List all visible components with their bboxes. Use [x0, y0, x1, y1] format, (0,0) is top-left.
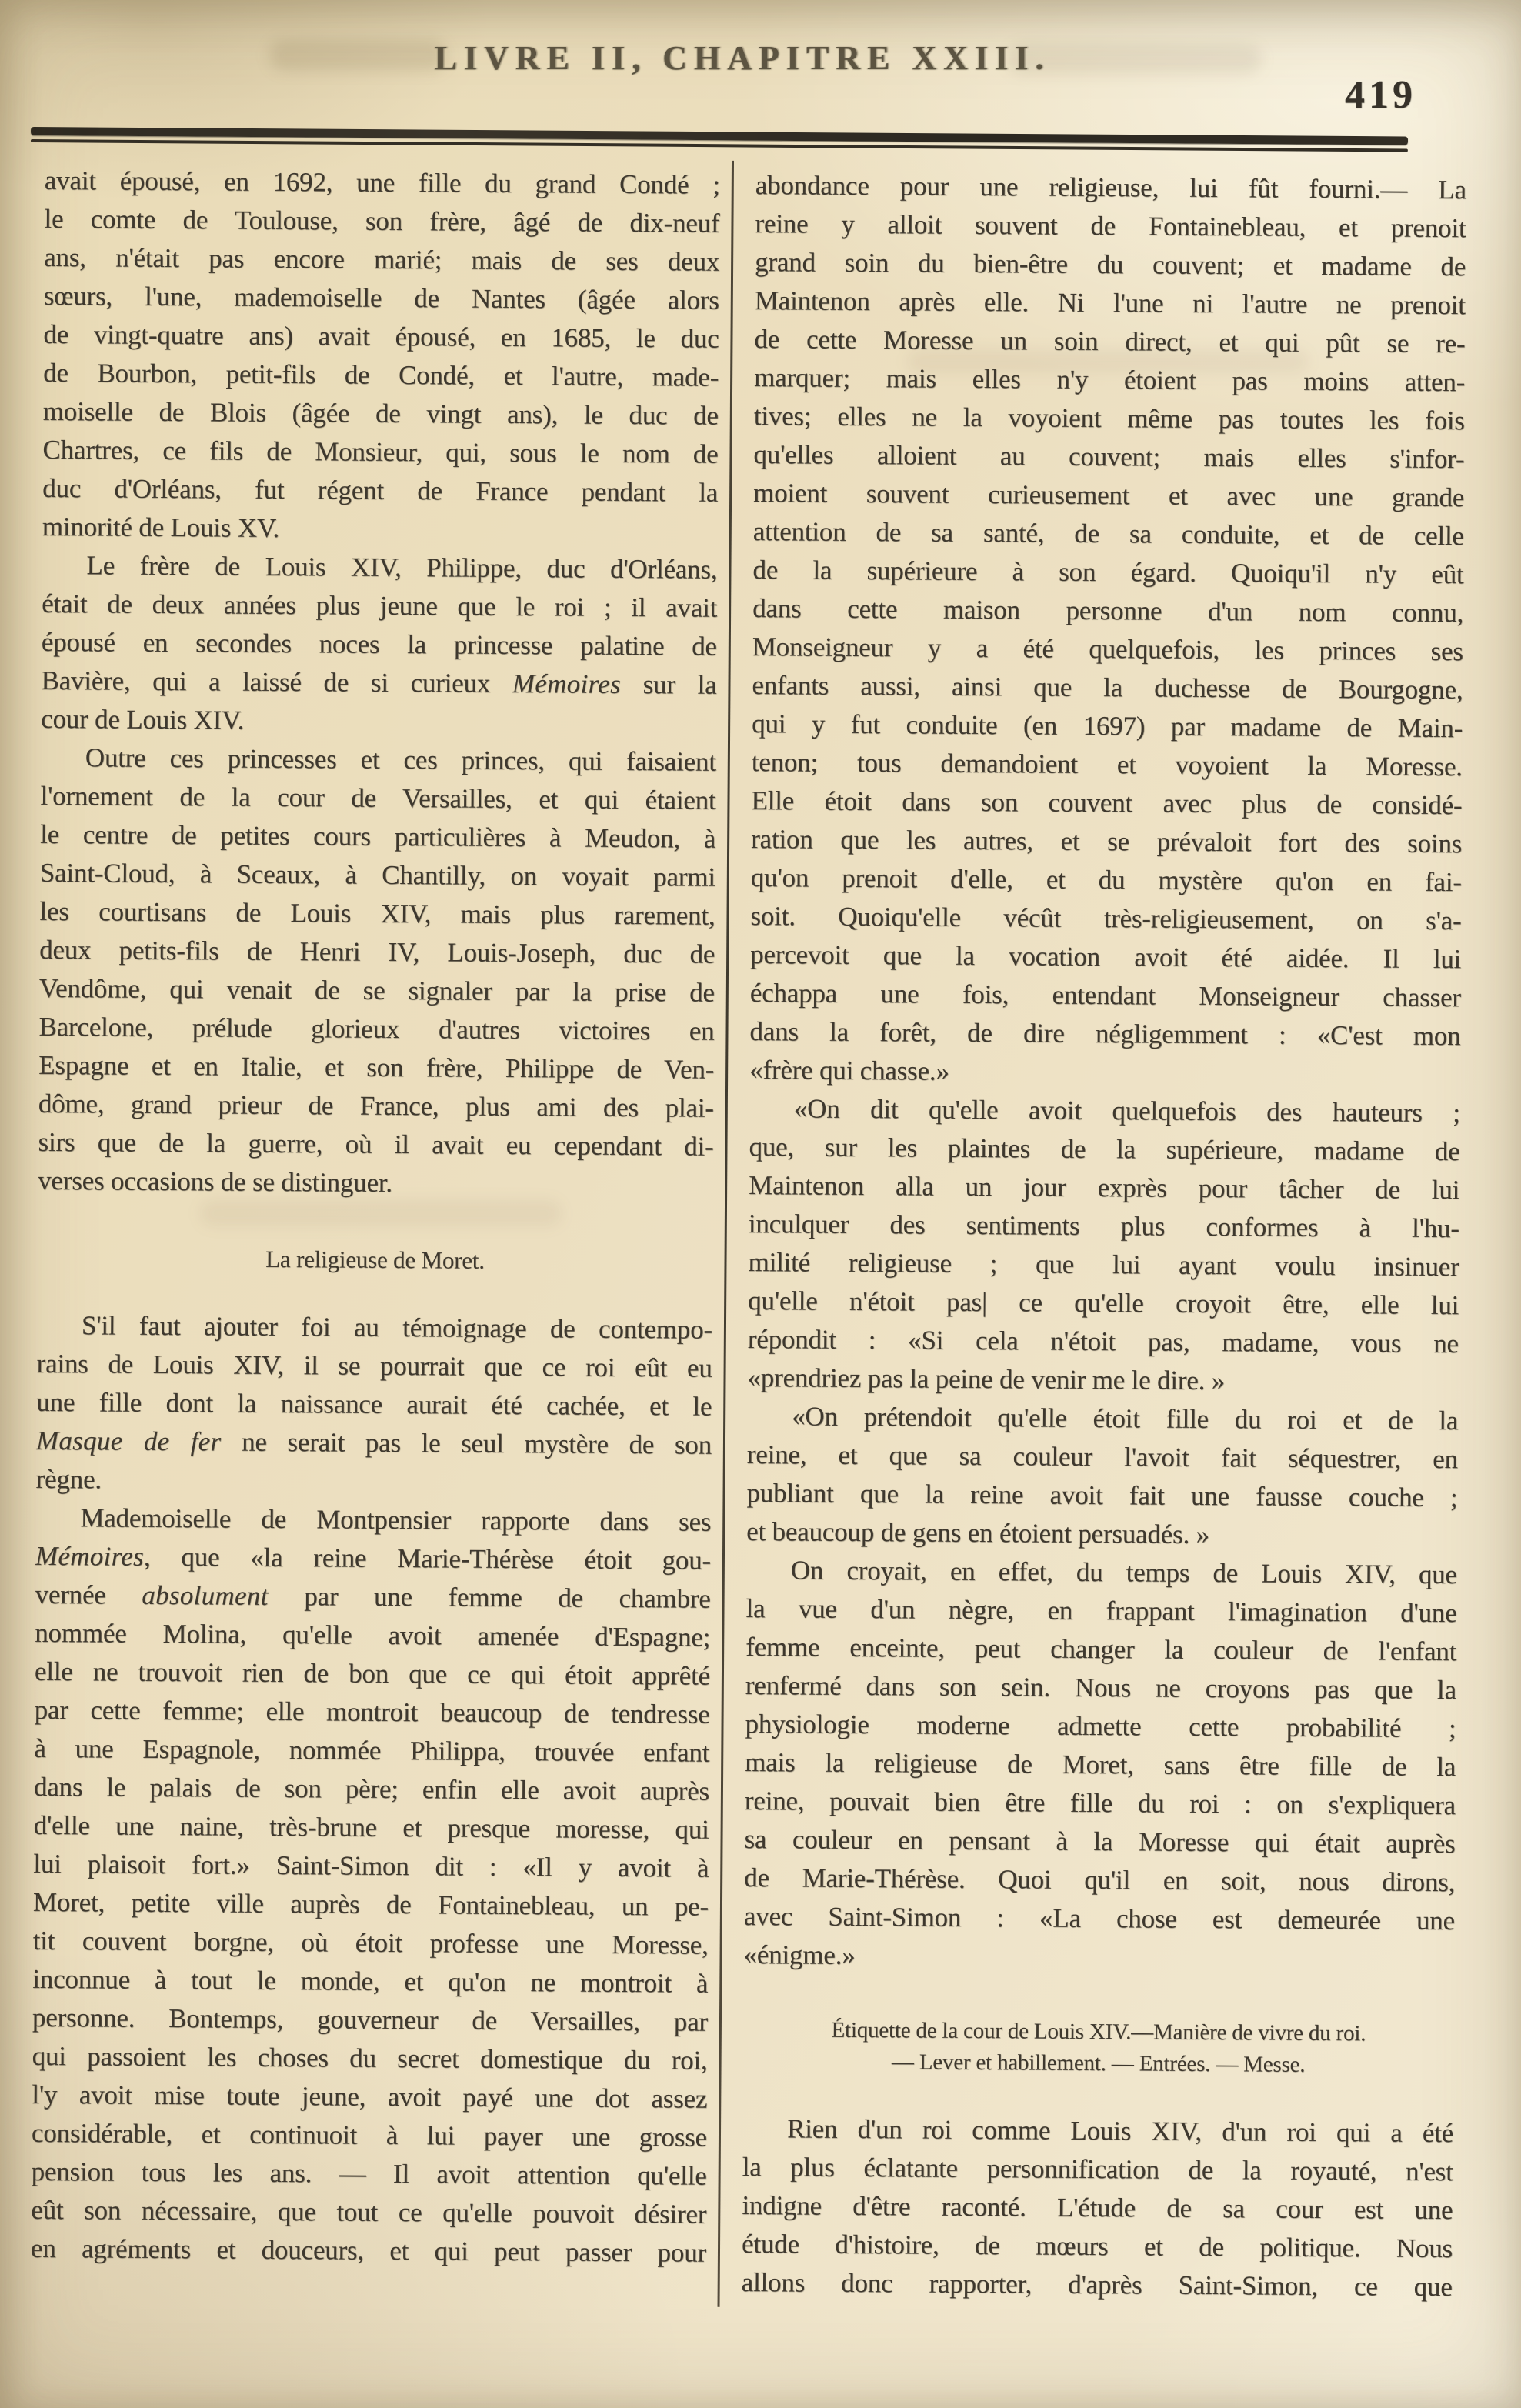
text-line: «On dit qu'elle avoit quelquefois des hauteurs ;: [793, 1093, 1460, 1129]
text-line: le comte de Toulouse, son frère, âgé de dix-neuf: [44, 203, 720, 238]
text-line: Chartres, ce fils de Monsieur, qui, sous le nom de: [42, 434, 719, 469]
text-line: Masque de fer ne serait pas le seul mystère de son: [35, 1425, 712, 1460]
text-line: «prendriez pas la peine de venir me le dire. »: [747, 1362, 1226, 1396]
text-line: grand soin du bien-être du couvent; et madame de: [755, 247, 1466, 282]
text-line: de Marie-Thérèse. Quoi qu'il en soit, nous dirons,: [744, 1863, 1456, 1898]
text-line: lui plaisoit fort.» Saint-Simon dit : «Il y avoit à: [33, 1848, 709, 1883]
paragraph: [41, 546, 718, 743]
text-line: sirs que de la guerre, où il avait eu cependant di-: [38, 1126, 714, 1162]
text-line: «frère qui chasse.»: [749, 1055, 949, 1086]
text-line: répondit : «Si cela n'étoit pas, madame, vous ne: [747, 1324, 1459, 1359]
column-divider: [718, 161, 735, 2307]
text-line: elle ne trouvoit rien de bon que ce qui étoit apprêté: [34, 1656, 711, 1691]
text-line: reine y alloit souvent de Fontainebleau, et prenoit: [755, 208, 1466, 244]
text-line: abondance pour une religieuse, lui fût fourni.— La: [755, 170, 1466, 205]
text-line: étude d'histoire, de mœurs et de politique. Nous: [741, 2229, 1453, 2264]
heading-line: Étiquette de la cour de Louis XIV.—Manière de vivre du roi.: [831, 2017, 1366, 2046]
text-line: tives; elles ne la voyoient même pas toutes les fois: [753, 401, 1465, 436]
text-line: dans cette maison personne d'un nom connu,: [752, 593, 1464, 629]
text-line: soit. Quoiqu'elle vécût très-religieusement, on s'a-: [750, 901, 1462, 936]
text-line: qu'on prenoit d'elle, et du mystère qu'on en fai-: [750, 862, 1462, 898]
text-line: Le frère de Louis XIV, Philippe, duc d'Orléans,: [86, 550, 718, 585]
text-line: ration que les autres, et se prévaloit fort des soins: [751, 824, 1463, 859]
text-line: nommée Molina, qu'elle avoit amenée d'Espagne;: [35, 1617, 711, 1653]
right-column: [742, 166, 1466, 2306]
text-line: la plus éclatante personnification de la royauté, n'est: [742, 2152, 1453, 2187]
text-line: de Bourbon, petit-fils de Condé, et l'autre, made-: [43, 357, 719, 392]
text-line: Outre ces princesses et ces princes, qui faisaient: [85, 742, 716, 777]
text-line: avait épousé, en 1692, une fille du grand Condé ;: [44, 165, 720, 200]
text-line: inconnue à tout le monde, et qu'on ne montroit à: [32, 1963, 709, 1999]
text-line: de cette Moresse un soin direct, et qui pût se re-: [754, 324, 1466, 359]
running-head: LIVRE II, CHAPITRE XXIII.: [434, 39, 1051, 77]
text-line: cour de Louis XIV.: [41, 703, 245, 735]
text-line: épousé en secondes noces la princesse palatine de: [41, 626, 717, 662]
text-line: qu'elles alloient au couvent; mais elles s'infor-: [753, 439, 1465, 475]
text-line: par cette femme; elle montroit beaucoup de tendresse: [34, 1694, 710, 1729]
text-line: On croyait, en effet, du temps de Louis XIV, que: [790, 1555, 1457, 1590]
paragraph: [747, 1089, 1460, 1402]
text-line: une fille dont la naissance aurait été cachée, et le: [36, 1386, 712, 1422]
text-line: inculquer des sentiments plus conformes à l'hu-: [748, 1209, 1459, 1244]
text-line: Elle étoit dans son couvent avec plus de considé-: [751, 785, 1463, 821]
text-line: l'ornement de la cour de Versailles, et qui étaient: [40, 780, 716, 815]
text-line: enfants aussi, ainsi que la duchesse de Bourgogne,: [752, 670, 1463, 705]
text-line: Moret, petite ville auprès de Fontainebleau, un pe-: [32, 1886, 709, 1922]
section-heading: [37, 1243, 712, 1277]
paragraph: [38, 739, 716, 1205]
text-line: sœurs, l'une, mademoiselle de Nantes (âgée alors: [43, 280, 719, 315]
text-line: la vue d'un nègre, en frappant l'imagination d'une: [745, 1593, 1457, 1629]
paragraph: [742, 2110, 1454, 2306]
text-line: qu'elle n'étoit pas| ce qu'elle croyoit être, elle lui: [748, 1286, 1459, 1321]
text-line: sa couleur en pensant à la Moresse qui était auprès: [744, 1824, 1456, 1859]
text-line: était de deux années plus jeune que le roi ; il avait: [42, 588, 718, 623]
text-line: Mademoiselle de Montpensier rapporte dans ses: [80, 1502, 712, 1537]
text-line: Vendôme, qui venait de se signaler par la prise de: [38, 972, 715, 1008]
text-line: le centre de petites cours particulières à Meudon, à: [40, 819, 716, 854]
text-line: minorité de Louis XV.: [42, 511, 280, 543]
text-line: allons donc rapporter, d'après Saint-Simon, ce que: [741, 2267, 1453, 2303]
paragraph: [31, 1499, 712, 2273]
text-line: pension tous les ans. — Il avoit attention qu'elle: [31, 2156, 707, 2191]
text-line: vernée absolument par une femme de chambre: [35, 1579, 711, 1614]
text-line: reine, et que sa couleur l'avoit fait séquestrer, en: [746, 1439, 1458, 1475]
text-line: renfermé dans son sein. Nous ne croyons pas que la: [745, 1670, 1456, 1706]
paragraph: [746, 1397, 1458, 1556]
text-line: en agréments et douceurs, et qui peut passer pour: [30, 2233, 707, 2268]
text-line: règne.: [35, 1463, 102, 1495]
text-line: moient souvent curieusement et avec une grande: [753, 478, 1465, 513]
text-line: Barcelone, prélude glorieux d'autres victoires en: [38, 1011, 715, 1046]
text-line: dans le palais de son père; enfin elle avoit auprès: [33, 1771, 710, 1806]
text-line: à une Espagnole, nommée Philippa, trouvée enfant: [34, 1733, 710, 1768]
heading-line: — Lever et habillement. — Entrées. — Messe.: [891, 2049, 1306, 2077]
section-heading: [742, 2014, 1454, 2082]
text-line: échappa une fois, entendant Monseigneur chasser: [749, 978, 1461, 1013]
text-line: que, sur les plaintes de la supérieure, madame de: [749, 1132, 1460, 1167]
text-line: Monseigneur y a été quelquefois, les princes ses: [752, 632, 1463, 667]
text-line: d'elle une naine, très-brune et presque moresse, qui: [33, 1809, 709, 1845]
heading-line: La religieuse de Moret.: [265, 1245, 485, 1274]
text-line: tenon; tous demandoient et voyoient la Moresse.: [751, 747, 1463, 782]
text-line: milité religieuse ; que lui ayant voulu insinuer: [748, 1247, 1459, 1282]
text-line: dôme, grand prieur de France, plus ami des plai-: [38, 1088, 714, 1123]
text-line: rains de Louis XIV, il se pourrait que ce roi eût eu: [36, 1348, 712, 1383]
text-line: considérable, et continuoit à lui payer une grosse: [31, 2117, 708, 2153]
text-line: attention de sa santé, de sa conduite, et de celle: [752, 516, 1464, 552]
text-line: «On prétendoit qu'elle étoit fille du roi et de la: [792, 1401, 1459, 1436]
text-line: les courtisans de Louis XIV, mais plus rarement,: [39, 895, 715, 931]
text-line: indigne d'être raconté. L'étude de sa cour est une: [742, 2190, 1453, 2226]
text-line: et beaucoup de gens en étoient persuadés. »: [746, 1516, 1210, 1550]
text-line: de la supérieure à son égard. Quoiqu'il n'y eût: [752, 555, 1464, 590]
text-line: S'il faut ajouter foi au témoignage de contempo-: [81, 1310, 713, 1345]
text-line: Rien d'un roi comme Louis XIV, d'un roi qui a été: [786, 2113, 1454, 2149]
text-line: femme enceinte, peut changer la couleur de l'enfant: [745, 1632, 1457, 1667]
paragraph: [42, 162, 720, 551]
text-line: verses occasions de se distinguer.: [38, 1165, 393, 1198]
text-line: publiant que la reine avoit fait une fausse couche ;: [746, 1478, 1458, 1513]
paragraph: [35, 1306, 712, 1503]
text-line: «énigme.»: [743, 1939, 856, 1970]
text-line: moiselle de Blois (âgée de vingt ans), le duc de: [42, 395, 719, 431]
text-line: mais la religieuse de Moret, sans être fille de la: [745, 1747, 1456, 1783]
text-line: marquer; mais elles n'y étoient pas moins atten-: [754, 362, 1466, 398]
text-line: Espagne et en Italie, et son frère, Philippe de Ven-: [38, 1049, 715, 1085]
page-number: 419: [1345, 73, 1416, 117]
text-line: Maintenon alla un jour exprès pour tâcher de lui: [749, 1170, 1460, 1206]
paragraph: [749, 166, 1466, 1094]
text-line: qui passoient les choses du secret domestique du roi,: [32, 2040, 708, 2076]
text-line: physiologie moderne admette cette probabilité ;: [745, 1709, 1456, 1744]
text-line: Saint-Cloud, à Sceaux, à Chantilly, on voyait parmi: [39, 857, 715, 892]
text-line: personne. Bontemps, gouverneur de Versailles, par: [32, 2002, 709, 2037]
text-line: l'y avoit mise toute jeune, avoit payé une dot assez: [32, 2079, 708, 2114]
text-line: deux petits-fils de Henri IV, Louis-Joseph, duc de: [39, 934, 715, 969]
text-line: avec Saint-Simon : «La chose est demeurée une: [743, 1901, 1455, 1936]
left-column: [31, 162, 720, 2273]
text-line: reine, pouvait bien être fille du roi : on s'expliquera: [744, 1786, 1456, 1821]
text-line: percevoit que la vocation avoit été aidée. Il lui: [750, 939, 1462, 975]
paragraph: [743, 1551, 1457, 1979]
text-line: tit couvent borgne, où étoit professe une Moresse,: [32, 1925, 709, 1960]
text-line: qui y fut conduite (en 1697) par madame de Main-: [752, 709, 1463, 744]
text-line: duc d'Orléans, fut régent de France pendant la: [42, 472, 719, 508]
text-line: de vingt-quatre ans) avait épousé, en 1685, le duc: [43, 319, 719, 354]
text-line: Maintenon après elle. Ni l'une ni l'autre ne prenoit: [754, 285, 1466, 321]
text-line: Bavière, qui a laissé de si curieux Mémoires sur la: [41, 665, 717, 700]
text-line: Mémoires, que «la reine Marie-Thérèse étoit gou-: [35, 1540, 712, 1576]
text-line: eût son nécessaire, que tout ce qu'elle pouvoit désirer: [31, 2194, 707, 2230]
text-line: ans, n'était pas encore marié; mais de ses deux: [44, 242, 720, 277]
text-line: dans la forêt, de dire négligemment : «C'est mon: [749, 1016, 1461, 1052]
